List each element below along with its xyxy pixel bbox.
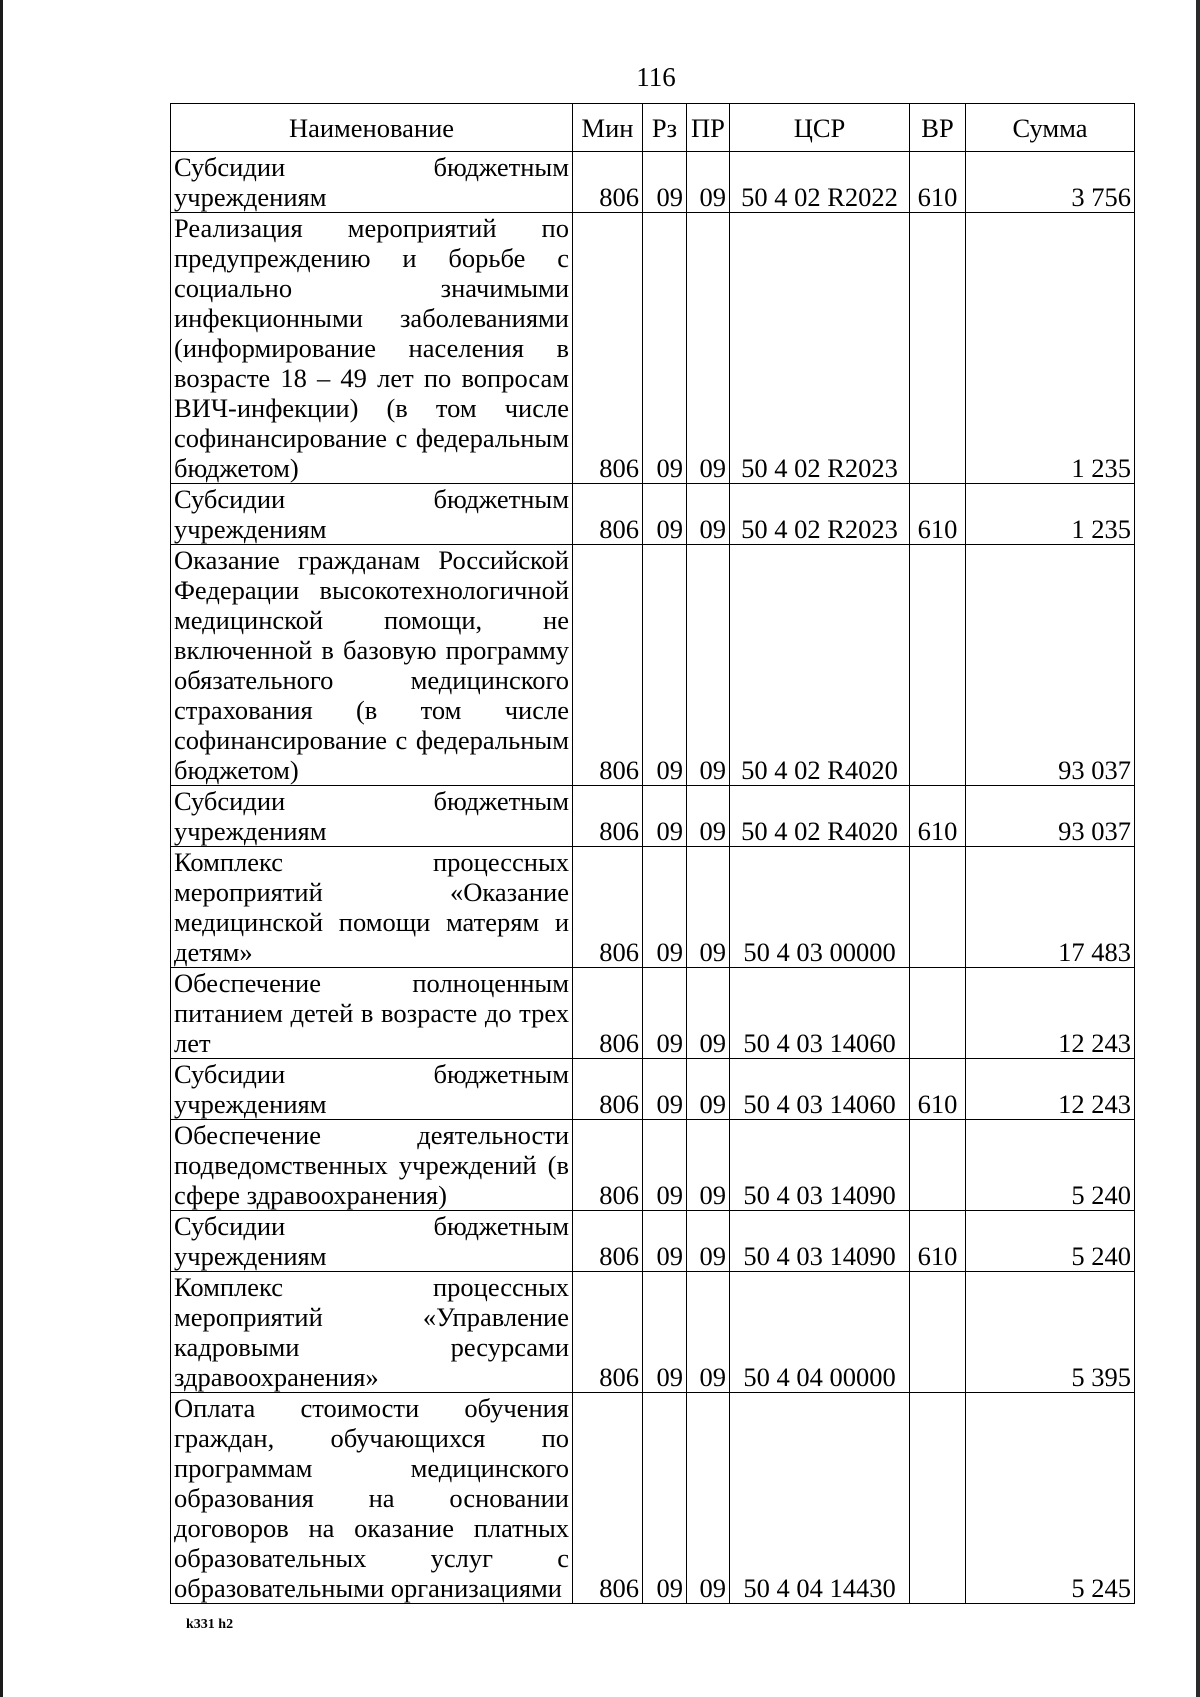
cell-sum: 5 395: [966, 1272, 1135, 1393]
cell-min: 806: [573, 1393, 643, 1604]
cell-min: 806: [573, 1272, 643, 1393]
page-number: 116: [636, 62, 676, 92]
cell-rz: 09: [643, 545, 687, 786]
scan-edge-left: [0, 0, 3, 1697]
cell-vr: 610: [910, 152, 966, 213]
cell-sum: 5 245: [966, 1393, 1135, 1604]
cell-name: Субсидии бюджетным учреждениям: [171, 484, 573, 545]
scan-edge-right: [1196, 0, 1200, 1697]
cell-pr: 09: [687, 152, 730, 213]
cell-name: Субсидии бюджетным учреждениям: [171, 152, 573, 213]
cell-name: Субсидии бюджетным учреждениям: [171, 1211, 573, 1272]
cell-min: 806: [573, 968, 643, 1059]
cell-name: Оказание гражданам Российской Федерации высокотехнологичной медицинской помощи, не включенной в базовую программу обязательного медицинского страхования (в том числе софинансирование с федеральным бюджетом): [171, 545, 573, 786]
cell-rz: 09: [643, 1120, 687, 1211]
table-row: [171, 1211, 1135, 1272]
cell-pr: 09: [687, 213, 730, 484]
cell-pr: 09: [687, 1211, 730, 1272]
cell-csr: 50 4 02 R4020: [730, 545, 910, 786]
cell-min: 806: [573, 786, 643, 847]
cell-name: Субсидии бюджетным учреждениям: [171, 786, 573, 847]
cell-name: Реализация мероприятий по предупреждению и борьбе с социально значимыми инфекционными заболеваниями (информирование населения в возрасте 18 – 49 лет по вопросам ВИЧ-инфекции) (в том числе софинансирование с федеральным бюджетом): [171, 213, 573, 484]
cell-rz: 09: [643, 847, 687, 968]
cell-vr: [910, 968, 966, 1059]
cell-csr: 50 4 04 14430: [730, 1393, 910, 1604]
cell-sum: 1 235: [966, 484, 1135, 545]
cell-csr: 50 4 03 14060: [730, 968, 910, 1059]
cell-sum: 1 235: [966, 213, 1135, 484]
cell-vr: [910, 847, 966, 968]
table-row: [171, 152, 1135, 213]
cell-vr: 610: [910, 1059, 966, 1120]
table-row: [171, 484, 1135, 545]
cell-csr: 50 4 03 14090: [730, 1120, 910, 1211]
cell-min: 806: [573, 213, 643, 484]
cell-sum: 93 037: [966, 545, 1135, 786]
table-row: [171, 545, 1135, 786]
budget-table: [170, 103, 1135, 1604]
cell-sum: 5 240: [966, 1211, 1135, 1272]
cell-rz: 09: [643, 1393, 687, 1604]
table-row: [171, 847, 1135, 968]
document-code: k331 h2: [186, 1617, 234, 1632]
cell-pr: 09: [687, 1059, 730, 1120]
cell-sum: 17 483: [966, 847, 1135, 968]
cell-rz: 09: [643, 1059, 687, 1120]
cell-name: Субсидии бюджетным учреждениям: [171, 1059, 573, 1120]
cell-pr: 09: [687, 1272, 730, 1393]
cell-sum: 12 243: [966, 1059, 1135, 1120]
cell-csr: 50 4 02 R2023: [730, 484, 910, 545]
cell-pr: 09: [687, 1393, 730, 1604]
cell-rz: 09: [643, 1211, 687, 1272]
cell-min: 806: [573, 484, 643, 545]
cell-name: Комплекс процессных мероприятий «Управление кадровыми ресурсами здравоохранения»: [171, 1272, 573, 1393]
cell-csr: 50 4 03 00000: [730, 847, 910, 968]
table-body: [171, 152, 1135, 1604]
cell-name: Обеспечение деятельности подведомственных учреждений (в сфере здравоохранения): [171, 1120, 573, 1211]
cell-rz: 09: [643, 968, 687, 1059]
table-row: [171, 1393, 1135, 1604]
cell-vr: [910, 213, 966, 484]
cell-vr: 610: [910, 484, 966, 545]
cell-rz: 09: [643, 1272, 687, 1393]
table-row: [171, 968, 1135, 1059]
cell-csr: 50 4 04 00000: [730, 1272, 910, 1393]
cell-min: 806: [573, 1120, 643, 1211]
cell-rz: 09: [643, 213, 687, 484]
cell-vr: [910, 545, 966, 786]
cell-pr: 09: [687, 847, 730, 968]
table-row: [171, 786, 1135, 847]
header-sum: Сумма: [966, 104, 1135, 152]
cell-csr: 50 4 03 14090: [730, 1211, 910, 1272]
cell-min: 806: [573, 152, 643, 213]
header-name: Наименование: [171, 104, 573, 152]
cell-rz: 09: [643, 786, 687, 847]
cell-sum: 5 240: [966, 1120, 1135, 1211]
header-rz: Рз: [643, 104, 687, 152]
table-row: [171, 1059, 1135, 1120]
header-vr: ВР: [910, 104, 966, 152]
cell-csr: 50 4 02 R2022: [730, 152, 910, 213]
cell-csr: 50 4 02 R4020: [730, 786, 910, 847]
cell-rz: 09: [643, 484, 687, 545]
cell-vr: 610: [910, 1211, 966, 1272]
header-min: Мин: [573, 104, 643, 152]
table-row: [171, 1120, 1135, 1211]
cell-pr: 09: [687, 545, 730, 786]
cell-rz: 09: [643, 152, 687, 213]
header-pr: ПР: [687, 104, 730, 152]
cell-csr: 50 4 03 14060: [730, 1059, 910, 1120]
cell-name: Оплата стоимости обучения граждан, обучающихся по программам медицинского образования на основании договоров на оказание платных образовательных услуг с образовательными организациями: [171, 1393, 573, 1604]
cell-min: 806: [573, 1059, 643, 1120]
table-row: [171, 213, 1135, 484]
cell-pr: 09: [687, 484, 730, 545]
header-csr: ЦСР: [730, 104, 910, 152]
cell-pr: 09: [687, 968, 730, 1059]
table-header-row: [171, 104, 1135, 152]
cell-vr: [910, 1393, 966, 1604]
cell-sum: 93 037: [966, 786, 1135, 847]
cell-vr: 610: [910, 786, 966, 847]
cell-min: 806: [573, 1211, 643, 1272]
cell-sum: 12 243: [966, 968, 1135, 1059]
cell-vr: [910, 1272, 966, 1393]
cell-name: Обеспечение полноценным питанием детей в возрасте до трех лет: [171, 968, 573, 1059]
table-row: [171, 1272, 1135, 1393]
cell-name: Комплекс процессных мероприятий «Оказание медицинской помощи матерям и детям»: [171, 847, 573, 968]
cell-csr: 50 4 02 R2023: [730, 213, 910, 484]
cell-vr: [910, 1120, 966, 1211]
cell-pr: 09: [687, 1120, 730, 1211]
cell-min: 806: [573, 545, 643, 786]
cell-sum: 3 756: [966, 152, 1135, 213]
cell-min: 806: [573, 847, 643, 968]
cell-pr: 09: [687, 786, 730, 847]
